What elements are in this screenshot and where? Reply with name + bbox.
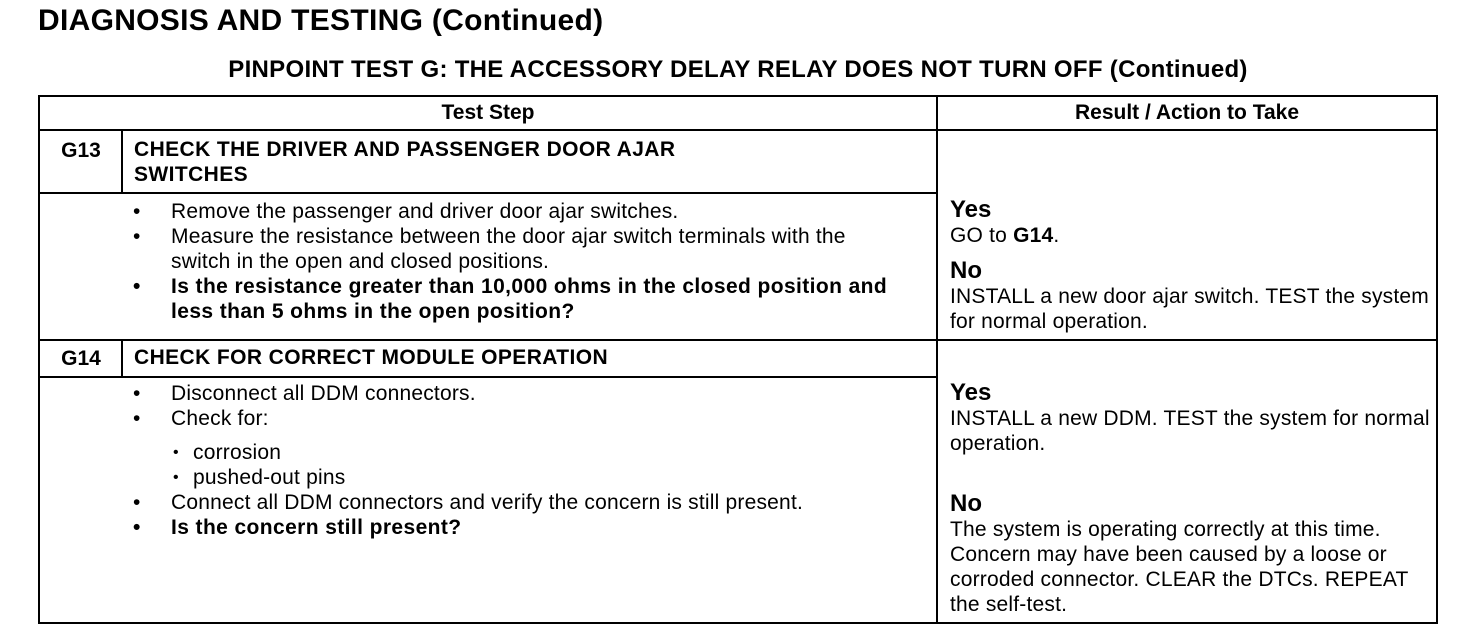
page-title: DIAGNOSIS AND TESTING (Continued) (38, 4, 604, 37)
step-id-g13: G13 (61, 139, 101, 162)
check-item: • corrosion (171, 440, 900, 465)
g13-question: • Is the resistance greater than 10,000 ohms in the closed position and less than 5 ohms in the open position? (130, 274, 900, 324)
column-divider (936, 95, 938, 624)
g13-title-divider (38, 192, 937, 194)
g14-yes-action: INSTALL a new DDM. TEST the system for normal operation. (950, 407, 1430, 455)
pinpoint-test-title: PINPOINT TEST G: THE ACCESSORY DELAY RELAY DOES NOT TURN OFF (Continued) (228, 56, 1248, 83)
g13-action-item: • Remove the passenger and driver door ajar switches. (130, 199, 900, 224)
g13-yes-result (950, 197, 1436, 248)
step-title-g14: CHECK FOR CORRECT MODULE OPERATION (134, 346, 609, 369)
g14-action-list (130, 381, 900, 540)
step-id-g14: G14 (61, 347, 101, 370)
goto-step-link: G14 (1013, 224, 1054, 247)
step-title-g13-line2: SWITCHES (134, 163, 249, 186)
g14-title-divider (38, 376, 937, 378)
g13-yes-action: GO to G14. (950, 224, 1060, 247)
g13-action-item: • Measure the resistance between the door ajar switch terminals with the switch in the open and closed positions. (130, 224, 900, 274)
g14-no-action: The system is operating correctly at this time. Concern may have been caused by a loose or corroded connector. CLEAR the DTCs. REPEAT the self-test. (950, 518, 1409, 616)
g14-action-item: • Connect all DDM connectors and verify the concern is still present. (130, 490, 900, 515)
g14-no-result (950, 491, 1436, 617)
step-title-g13 (134, 137, 894, 187)
g13-action-list (130, 199, 900, 324)
check-item: • pushed-out pins (171, 465, 900, 490)
header-divider (38, 129, 1438, 131)
yes-label: Yes (950, 379, 992, 406)
g14-question: • Is the concern still present? (130, 515, 900, 540)
g13-row-divider (38, 339, 1438, 341)
test-step-header: Test Step (441, 101, 535, 124)
g14-action-item: • Disconnect all DDM connectors. (130, 381, 900, 406)
g14-yes-result (950, 380, 1436, 456)
step-title-g13-line1: CHECK THE DRIVER AND PASSENGER DOOR AJAR (134, 138, 676, 161)
no-label: No (950, 490, 982, 517)
g13-no-action: INSTALL a new door ajar switch. TEST the system for normal operation. (950, 285, 1429, 333)
no-label: No (950, 257, 982, 284)
g13-no-result (950, 258, 1436, 334)
g14-action-item: • Check for: • corrosion • pushed-out pins (130, 406, 900, 490)
g14-check-list (171, 440, 900, 490)
result-header: Result / Action to Take (1074, 101, 1300, 124)
yes-label: Yes (950, 196, 992, 223)
